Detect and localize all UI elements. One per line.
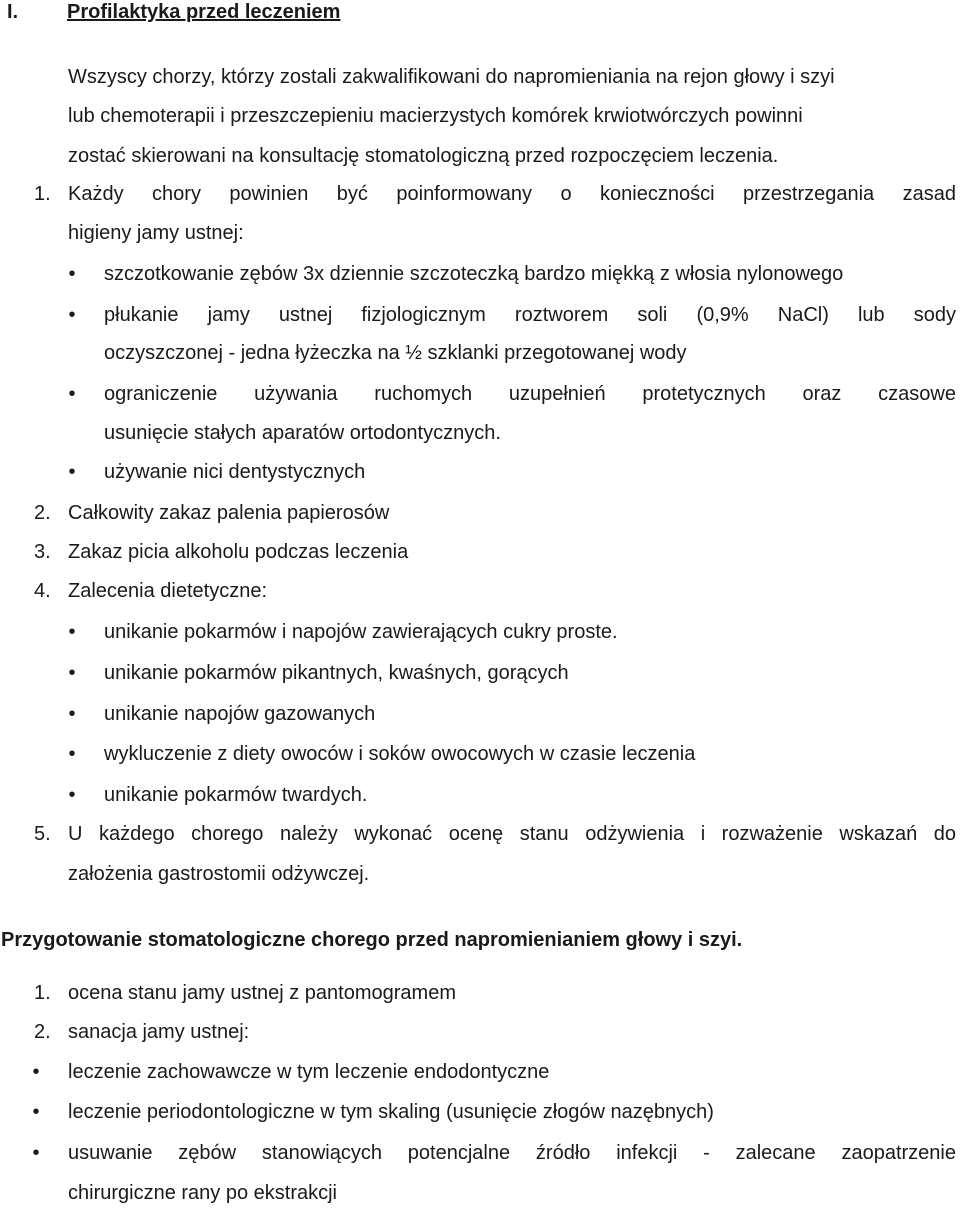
item-4-bullet-4: wykluczenie z diety owoców i soków owocowych w czasie leczenia [104, 743, 696, 765]
item-4-bullet-3: unikanie napojów gazowanych [104, 703, 376, 725]
section-2-title: Przygotowanie stomatologiczne chorego przed napromienianiem głowy i szyi. [1, 929, 743, 951]
intro-line-1: Wszyscy chorzy, którzy zostali zakwalifikowani do napromieniania na rejon głowy i szyi [68, 66, 835, 88]
bullet-icon: • [68, 743, 76, 765]
item-2-number: 2. [34, 502, 51, 524]
bullet-icon: • [32, 1061, 40, 1083]
section-2-bullet-2: leczenie periodontologiczne w tym skaling (usunięcie złogów nazębnych) [68, 1101, 714, 1123]
section-number: I. [7, 1, 19, 23]
item-1-bullet-3-line-2: usunięcie stałych aparatów ortodontycznych. [104, 422, 501, 444]
section-2-item-1-text: ocena stanu jamy ustnej z pantomogramem [68, 982, 456, 1004]
section-2-item-1-number: 1. [34, 982, 51, 1004]
item-5-line-1: U każdego chorego należy wykonać ocenę stanu odżywienia i rozważenie wskazań do [68, 823, 956, 845]
item-5-line-2: założenia gastrostomii odżywczej. [68, 863, 370, 885]
section-2-bullet-1: leczenie zachowawcze w tym leczenie endodontyczne [68, 1061, 550, 1083]
item-1-bullet-2-line-1: płukanie jamy ustnej fizjologicznym roztworem soli (0,9% NaCl) lub sody [104, 304, 956, 326]
item-3-number: 3. [34, 541, 51, 563]
item-4-bullet-2: unikanie pokarmów pikantnych, kwaśnych, gorących [104, 662, 569, 684]
item-2-text: Całkowity zakaz palenia papierosów [68, 502, 390, 524]
item-4-text: Zalecenia dietetyczne: [68, 580, 268, 602]
section-title: Profilaktyka przed leczeniem [67, 1, 341, 23]
bullet-icon: • [32, 1101, 40, 1123]
item-1-bullet-2-line-2: oczyszczonej - jedna łyżeczka na ½ szklanki przegotowanej wody [104, 342, 687, 364]
bullet-icon: • [68, 703, 76, 725]
item-1-line-2: higieny jamy ustnej: [68, 222, 244, 244]
section-2-bullet-3-line-2: chirurgiczne rany po ekstrakcji [68, 1182, 337, 1204]
item-1-number: 1. [34, 183, 51, 205]
item-1-bullet-1: szczotkowanie zębów 3x dziennie szczoteczką bardzo miękką z włosia nylonowego [104, 263, 844, 285]
item-4-number: 4. [34, 580, 51, 602]
item-4-bullet-1: unikanie pokarmów i napojów zawierających cukry proste. [104, 621, 618, 643]
item-5-number: 5. [34, 823, 51, 845]
item-1-bullet-3-line-1: ograniczenie używania ruchomych uzupełnień protetycznych oraz czasowe [104, 383, 956, 405]
item-4-bullet-5: unikanie pokarmów twardych. [104, 784, 368, 806]
bullet-icon: • [68, 383, 76, 405]
bullet-icon: • [32, 1142, 40, 1164]
bullet-icon: • [68, 304, 76, 326]
section-2-bullet-3-line-1: usuwanie zębów stanowiących potencjalne źródło infekcji - zalecane zaopatrzenie [68, 1142, 956, 1164]
section-2-item-2-text: sanacja jamy ustnej: [68, 1021, 250, 1043]
bullet-icon: • [68, 662, 76, 684]
intro-line-2: lub chemoterapii i przeszczepieniu macierzystych komórek krwiotwórczych powinni [68, 105, 803, 127]
item-1-line-1: Każdy chory powinien być poinformowany o konieczności przestrzegania zasad [68, 183, 956, 205]
bullet-icon: • [68, 784, 76, 806]
bullet-icon: • [68, 263, 76, 285]
bullet-icon: • [68, 621, 76, 643]
item-1-bullet-4: używanie nici dentystycznych [104, 461, 366, 483]
item-3-text: Zakaz picia alkoholu podczas leczenia [68, 541, 409, 563]
section-2-item-2-number: 2. [34, 1021, 51, 1043]
section-heading [7, 0, 341, 24]
intro-line-3: zostać skierowani na konsultację stomatologiczną przed rozpoczęciem leczenia. [68, 145, 779, 167]
bullet-icon: • [68, 461, 76, 483]
